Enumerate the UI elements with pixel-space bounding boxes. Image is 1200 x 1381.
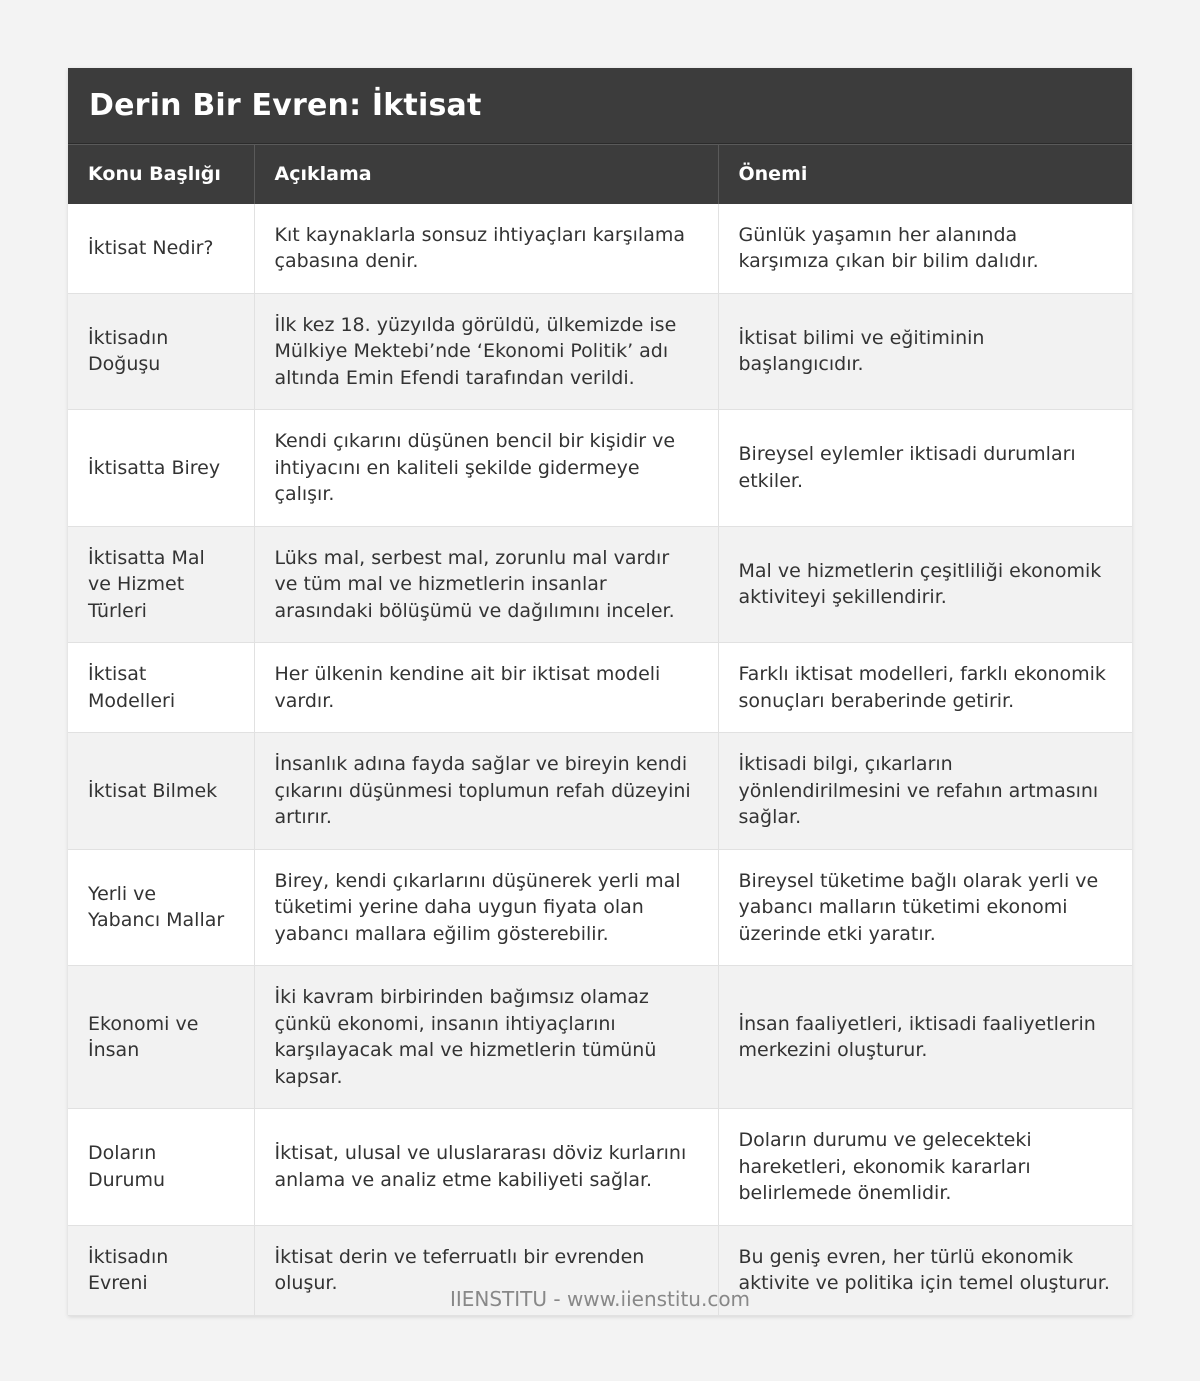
- cell-importance: Farklı iktisat modelleri, farklı ekonomik sonuçları beraberinde getirir.: [718, 643, 1132, 733]
- cell-description: Her ülkenin kendine ait bir iktisat modeli vardır.: [254, 643, 718, 733]
- cell-description: Birey, kendi çıkarlarını düşünerek yerli mal tüketimi yerine daha uygun fiyata olan yabancı mallara eğilim gösterebilir.: [254, 849, 718, 966]
- footer-credit: IIENSTITU - www.iienstitu.com: [449, 1287, 751, 1311]
- cell-topic: Yerli ve Yabancı Mallar: [68, 849, 254, 966]
- table-header-row: [68, 145, 1132, 204]
- cell-importance: İktisadi bilgi, çıkarların yönlendirilmesini ve refahın artmasını sağlar.: [718, 733, 1132, 850]
- cell-description: İktisat, ulusal ve uluslararası döviz kurlarını anlama ve analiz etme kabiliyeti sağlar.: [254, 1109, 718, 1226]
- table-row: [68, 643, 1132, 733]
- table-row: [68, 733, 1132, 850]
- cell-topic: İktisadın Evreni: [68, 1225, 254, 1315]
- cell-importance: Günlük yaşamın her alanında karşımıza çıkan bir bilim dalıdır.: [718, 204, 1132, 294]
- cell-description: Kıt kaynaklarla sonsuz ihtiyaçları karşılama çabasına denir.: [254, 204, 718, 294]
- table-row: [68, 293, 1132, 410]
- column-header-importance: Önemi: [718, 145, 1132, 204]
- column-header-description: Açıklama: [254, 145, 718, 204]
- table-row: [68, 526, 1132, 643]
- cell-topic: İktisat Nedir?: [68, 204, 254, 294]
- cell-topic: İktisat Modelleri: [68, 643, 254, 733]
- table-row: [68, 1109, 1132, 1226]
- table-row: [68, 966, 1132, 1109]
- table-card: [68, 68, 1132, 1316]
- cell-topic: Ekonomi ve İnsan: [68, 966, 254, 1109]
- cell-importance: Mal ve hizmetlerin çeşitliliği ekonomik aktiviteyi şekillendirir.: [718, 526, 1132, 643]
- page-title: Derin Bir Evren: İktisat: [89, 88, 482, 123]
- cell-description: İnsanlık adına fayda sağlar ve bireyin kendi çıkarını düşünmesi toplumun refah düzeyini artırır.: [254, 733, 718, 850]
- cell-description: İki kavram birbirinden bağımsız olamaz çünkü ekonomi, insanın ihtiyaçlarını karşılayacak mal ve hizmetlerin tümünü kapsar.: [254, 966, 718, 1109]
- column-header-topic: Konu Başlığı: [68, 145, 254, 204]
- title-bar: [68, 68, 1132, 144]
- cell-topic: İktisat Bilmek: [68, 733, 254, 850]
- table-row: [68, 849, 1132, 966]
- cell-topic: İktisatta Birey: [68, 410, 254, 527]
- cell-description: Lüks mal, serbest mal, zorunlu mal vardır ve tüm mal ve hizmetlerin insanlar arasındaki bölüşümü ve dağılımını inceler.: [254, 526, 718, 643]
- cell-description: Kendi çıkarını düşünen bencil bir kişidir ve ihtiyacını en kaliteli şekilde gidermeye çalışır.: [254, 410, 718, 527]
- table-row: [68, 204, 1132, 294]
- cell-description: İktisat derin ve teferruatlı bir evrenden oluşur.: [254, 1225, 718, 1315]
- cell-description: İlk kez 18. yüzyılda görüldü, ülkemizde ise Mülkiye Mektebi’nde ‘Ekonomi Politik’ adı altında Emin Efendi tarafından verildi.: [254, 293, 718, 410]
- cell-importance: İktisat bilimi ve eğitiminin başlangıcıdır.: [718, 293, 1132, 410]
- cell-importance: İnsan faaliyetleri, iktisadi faaliyetlerin merkezini oluşturur.: [718, 966, 1132, 1109]
- cell-topic: Doların Durumu: [68, 1109, 254, 1226]
- cell-importance: Bireysel eylemler iktisadi durumları etkiler.: [718, 410, 1132, 527]
- cell-importance: Bireysel tüketime bağlı olarak yerli ve yabancı malların tüketimi ekonomi üzerinde etki yaratır.: [718, 849, 1132, 966]
- cell-topic: İktisatta Mal ve Hizmet Türleri: [68, 526, 254, 643]
- cell-importance: Bu geniş evren, her türlü ekonomik aktivite ve politika için temel oluşturur.: [718, 1225, 1132, 1315]
- info-table: [68, 144, 1132, 1316]
- table-row: [68, 410, 1132, 527]
- cell-importance: Doların durumu ve gelecekteki hareketleri, ekonomik kararları belirlemede önemlidir.: [718, 1109, 1132, 1226]
- cell-topic: İktisadın Doğuşu: [68, 293, 254, 410]
